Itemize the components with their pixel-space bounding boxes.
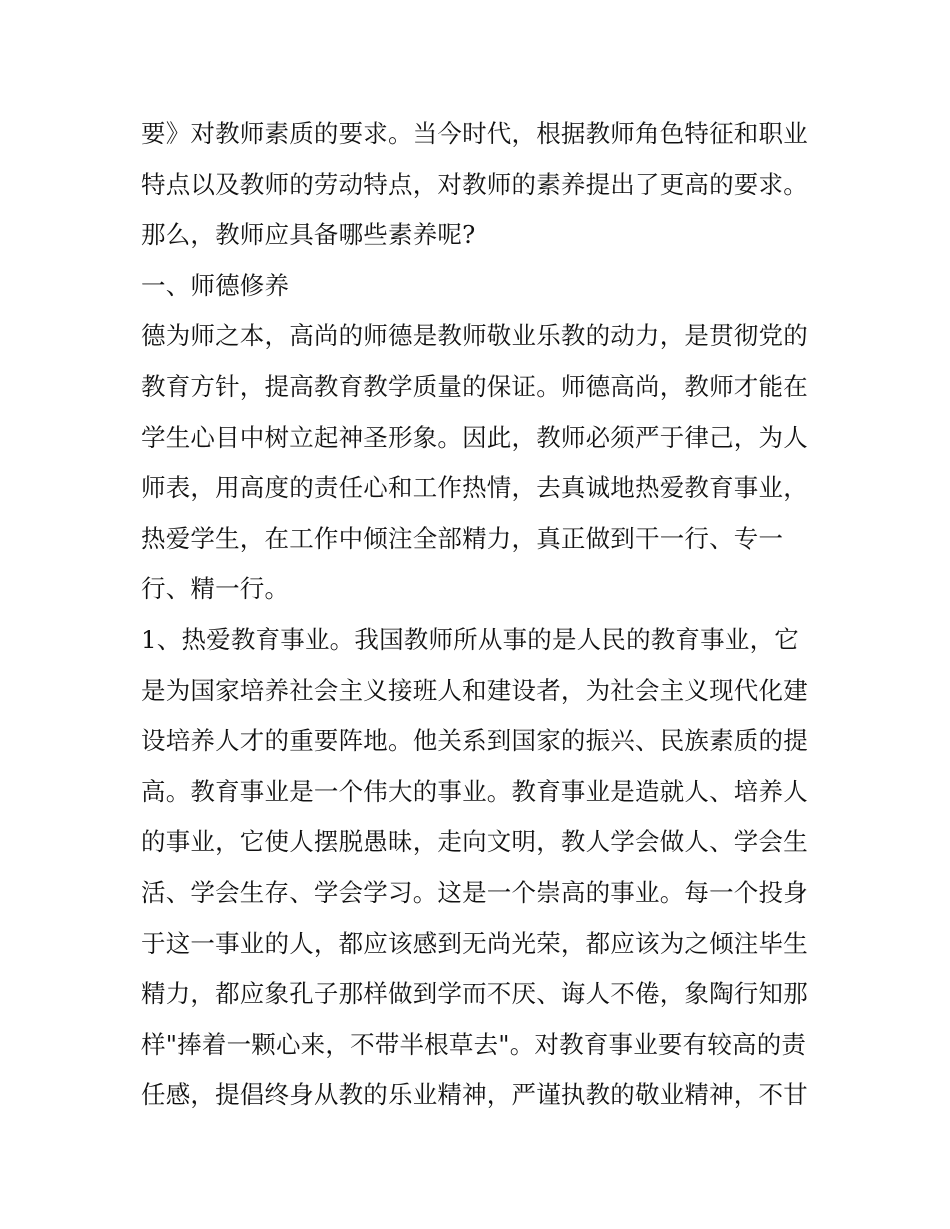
text-line: 那么，教师应具备哪些素养呢? [141, 220, 476, 250]
text-line: 精力，都应象孔子那样做到学而不厌、诲人不倦，象陶行知那 [141, 979, 808, 1009]
text-line: 任感，提倡终身从教的乐业精神，严谨执教的敬业精神，不甘 [141, 1080, 808, 1110]
text-line: 学生心目中树立起神圣形象。因此，教师必须严于律己，为人 [141, 422, 808, 452]
section-heading: 一、师德修养 [141, 270, 290, 300]
text-line: 设培养人才的重要阵地。他关系到国家的振兴、民族素质的提 [141, 726, 808, 756]
document-body [141, 109, 821, 1121]
text-line: 样"捧着一颗心来，不带半根草去"。对教育事业要有较高的责 [141, 1029, 807, 1059]
text-line: 师表，用高度的责任心和工作热情，去真诚地热爱教育事业， [141, 473, 808, 503]
text-line: 热爱学生，在工作中倾注全部精力，真正做到干一行、专一 [141, 523, 784, 553]
text-line: 1、热爱教育事业。我国教师所从事的是人民的教育事业，它 [141, 624, 799, 654]
text-line: 德为师之本，高尚的师德是教师敬业乐教的动力，是贯彻党的 [141, 321, 808, 351]
text-line: 活、学会生存、学会学习。这是一个崇高的事业。每一个投身 [141, 877, 808, 907]
text-line: 的事业，它使人摆脱愚昧，走向文明，教人学会做人、学会生 [141, 827, 808, 857]
text-line: 行、精一行。 [141, 574, 290, 604]
text-line: 是为国家培养社会主义接班人和建设者，为社会主义现代化建 [141, 675, 808, 705]
text-line: 教育方针，提高教育教学质量的保证。师德高尚，教师才能在 [141, 371, 808, 401]
text-line: 特点以及教师的劳动特点，对教师的素养提出了更高的要求。 [141, 169, 808, 199]
text-line: 于这一事业的人，都应该感到无尚光荣，都应该为之倾注毕生 [141, 928, 808, 958]
text-line: 要》对教师素质的要求。当今时代，根据教师角色特征和职业 [141, 119, 808, 148]
text-line: 高。教育事业是一个伟大的事业。教育事业是造就人、培养人 [141, 776, 808, 806]
